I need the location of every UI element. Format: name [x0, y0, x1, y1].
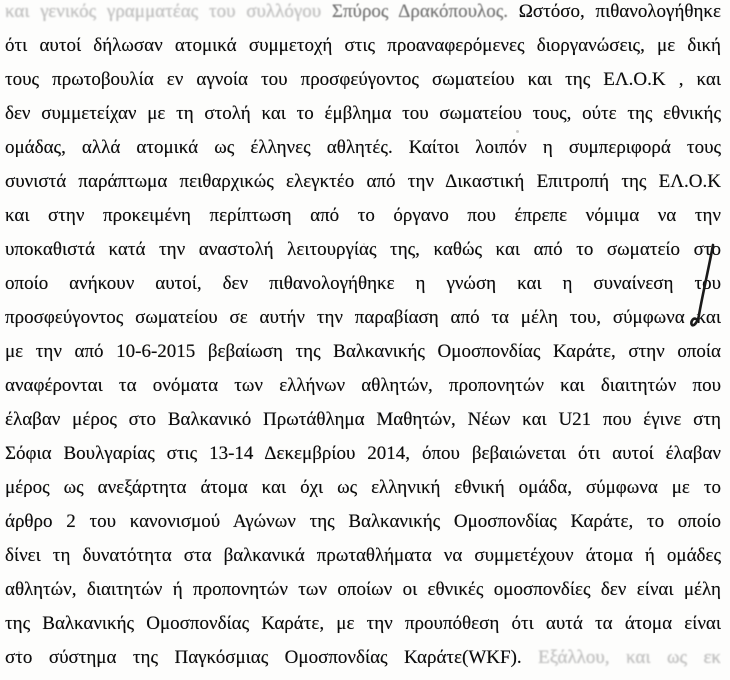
text-segment: τους πρωτοβουλία εν αγνοία του προσφεύγοντος σωματείου και της ΕΛ.Ο.Κ , και: [5, 69, 721, 90]
text-segment: στο σύστημα της Παγκόσμιας Ομοσπονδίας Καράτε(WKF).: [5, 647, 539, 668]
text-segment: δεν συμμετείχαν με τη στολή και το έμβλημα του σωματείου τους, ούτε της εθνικής: [5, 103, 721, 124]
scan-speckle: [363, 243, 365, 245]
text-segment: ότι αυτοί δήλωσαν ατομικά συμμετοχή στις προαναφερόμενες διοργανώσεις, με δική: [5, 35, 721, 56]
text-line: [5, 641, 721, 675]
text-segment: δίνει τη δυνατότητα στα βαλκανικά πρωταθλήματα να συμμετέχουν άτομα ή ομάδες: [5, 545, 721, 566]
text-line: [5, 437, 721, 471]
text-segment: Σόφια Βουλγαρίας στις 13-14 Δεκεμβρίου 2014, όπου βεβαιώνεται ότι αυτοί έλαβαν: [5, 443, 721, 464]
scan-speckle: [18, 651, 20, 654]
text-line: [5, 29, 721, 63]
text-line: [5, 301, 721, 335]
text-line: [5, 199, 721, 233]
text-segment: αναφέρονται τα ονόματα των ελλήνων αθλητών, προπονητών και διαιτητών που: [5, 375, 721, 396]
text-line: [5, 131, 721, 165]
text-segment: ομάδας, αλλά ατομικά ως έλληνες αθλητές. Καίτοι λοιπόν η συμπεριφορά τους: [5, 137, 721, 158]
text-segment: Εξάλλου, και ως εκ: [538, 647, 721, 668]
text-segment: της Βαλκανικής Ομοσπονδίας Καράτε, με την προυπόθεση ότι αυτά τα άτομα είναι: [5, 613, 721, 634]
text-segment: συνιστά παράπτωμα πειθαρχικώς ελεγκτέο από την Δικαστική Επιτροπή της ΕΛ.Ο.Κ: [5, 171, 721, 192]
text-line: [5, 233, 721, 267]
text-line: [5, 505, 721, 539]
text-line: [5, 403, 721, 437]
text-segment: Ωστόσο, πιθανολογήθηκε: [518, 1, 721, 22]
text-line: [5, 539, 721, 573]
text-line: [5, 335, 721, 369]
document-text: [5, 0, 721, 675]
scan-speckle: [516, 130, 519, 133]
text-segment: και γενικός γραμματέας του συλλόγου: [5, 1, 332, 22]
text-segment: και στην προκειμένη περίπτωση από το όργανο που έπρεπε νόμιμα να την: [5, 205, 721, 226]
text-segment: υποκαθιστά κατά την αναστολή λειτουργίας της, καθώς και από το σωματείο στο: [5, 239, 721, 260]
text-line: [5, 573, 721, 607]
text-line: [5, 267, 721, 301]
text-segment: έλαβαν μέρος στο Βαλκανικό Πρωτάθλημα Μαθητών, Νέων και U21 που έγινε στη: [5, 409, 721, 430]
text-line: [5, 0, 721, 29]
text-line: [5, 165, 721, 199]
text-line: [5, 369, 721, 403]
text-line: [5, 63, 721, 97]
text-line: [5, 97, 721, 131]
text-segment: με την από 10-6-2015 βεβαίωση της Βαλκανικής Ομοσπονδίας Καράτε, στην οποία: [5, 341, 721, 362]
text-line: [5, 607, 721, 641]
text-segment: Σπύρος Δρακόπουλος.: [331, 1, 519, 22]
text-segment: άρθρο 2 του κανονισμού Αγώνων της Βαλκανικής Ομοσπονδίας Καράτε, το οποίο: [5, 511, 721, 532]
text-segment: μέρος ως ανεξάρτητα άτομα και όχι ως ελληνική εθνική ομάδα, σύμφωνα με το: [5, 477, 721, 498]
text-segment: προσφεύγοντος σωματείου σε αυτήν την παραβίαση από τα μέλη του, σύμφωνα και: [5, 307, 721, 328]
text-segment: αθλητών, διαιτητών ή προπονητών των οποίων οι εθνικές ομοσπονδίες δεν είναι μέλη: [5, 579, 721, 600]
text-line: [5, 471, 721, 505]
text-segment: οποίο ανήκουν αυτοί, δεν πιθανολογήθηκε η γνώση και η συναίνεση του: [5, 273, 721, 294]
